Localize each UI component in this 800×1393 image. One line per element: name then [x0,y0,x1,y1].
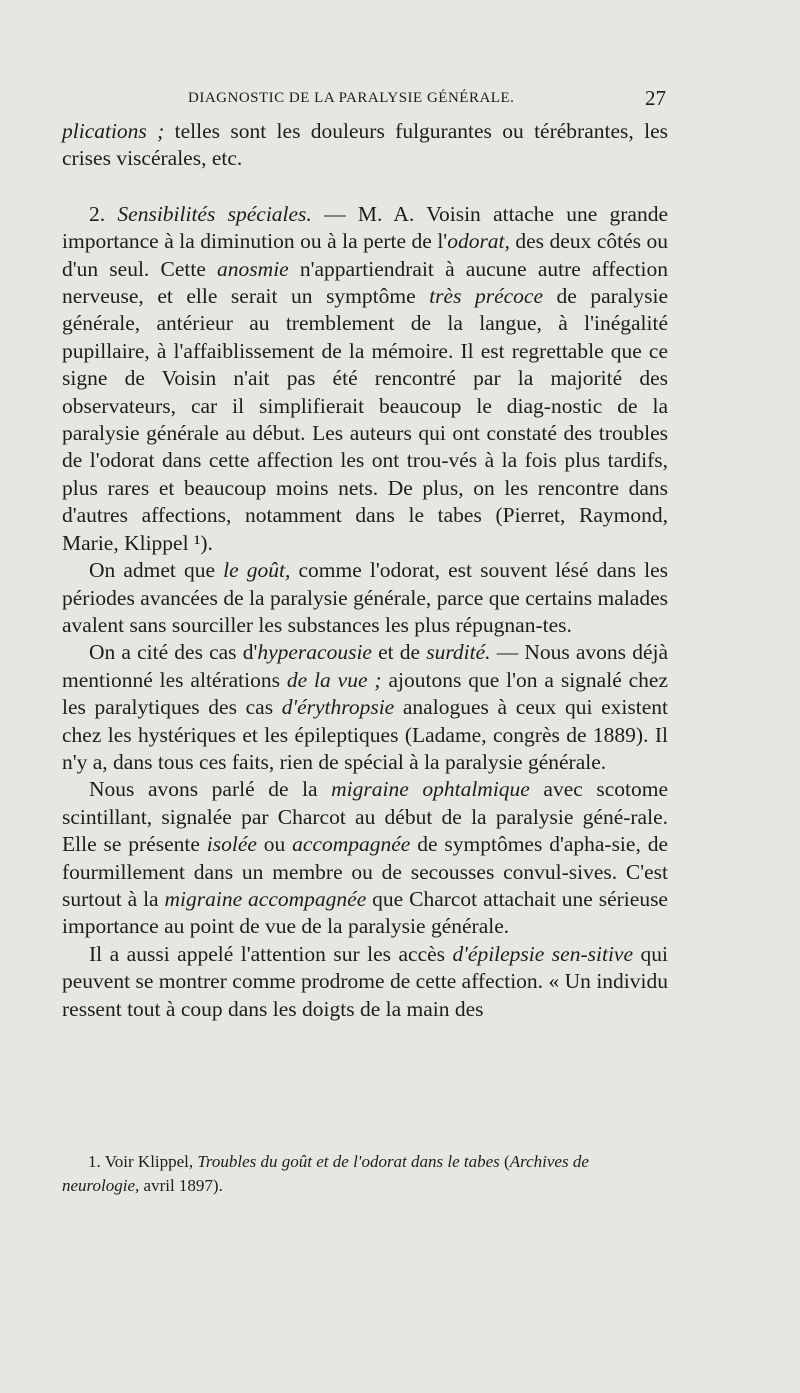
p5-italic-accompagnee: accompagnée [292,832,411,857]
p5-text: avec scotome scintillant, signalée par Charcot au début de la paralysie géné-rale. Elle se présente [62,777,668,857]
p5-text: de symptômes d'apha-sie, de fourmillement dans un membre ou de secousses convul-sives. C'est surtout à la [62,832,668,911]
p6-text: qui peuvent se montrer comme prodrome de cette affection. « Un individu ressent tout à coup dans les doigts de la main des [62,941,668,1021]
footnote-1 [62,1150,668,1198]
p3-text: comme l'odorat, est souvent lésé dans les périodes avancées de la paralysie générale, parce que certains malades avalent sans sourciller les substances les plus répugnan-tes. [62,558,668,637]
p2-text: n'appartiendrait à aucune autre affection nerveuse, et elle serait un symptôme [62,256,669,309]
footnote-text: avril 1897). [139,1176,223,1195]
p2-italic-precoce: très précoce [429,284,544,309]
paragraph-1 [62,118,668,173]
paragraph-5 [62,776,668,940]
p5-italic-migraine-accompagnee: migraine accompagnée [164,886,367,911]
p2-text: des deux côtés ou d'un seul. Cette [62,229,668,281]
footnote-text: 1. Voir Klippel, [88,1152,198,1171]
p4-italic-hyperacousie: hyperacousie [257,640,372,665]
p2-section-title: Sensibilités spéciales. [117,201,312,226]
p2-italic-odorat: odorat, [447,229,510,254]
p5-italic-isolee: isolée [206,832,257,857]
page-header [60,88,670,116]
paragraph-4 [62,639,668,776]
footnote [62,1150,668,1198]
p5-text: ou [256,832,293,857]
p3-italic-gout: le goût, [223,558,291,583]
footnote-italic-journal: Archives de neurologie, [62,1152,589,1195]
p4-text: ajoutons que l'on a signalé chez les paralytiques des cas [62,667,669,720]
p1-text: telles sont les douleurs fulgurantes ou térébrantes, les crises viscérales, etc. [62,119,668,171]
footnote-italic-title: Troubles du goût et de l'odorat dans le tabes [197,1152,500,1171]
p2-text: de paralysie générale, antérieur au tremblement de la langue, à l'inégalité pupillaire, à l'affaiblissement de la mémoire. Il est regrettable que ce signe de Voisin n'ait pas été rencontré par la majorité des observateurs, car il simplifierait beaucoup le diag-nostic de la paralysie générale au début. Les auteurs qui ont constaté des troubles de l'odorat dans cette affection les ont trou-vés à la fois plus tardifs, plus rares et beaucoup moins nets. De plus, on les rencontre dans d'autres affections, notamment dans le tabes (Pierret, Raymond, Marie, Klippel ¹). [62,284,668,555]
p4-italic-surdite: surdité. [426,640,491,665]
p5-italic-migraine: migraine ophtalmique [331,777,530,802]
paragraph-2 [62,201,668,557]
p4-text: et de [371,640,427,665]
paragraph-3 [62,557,668,639]
p1-italic: plications ; [62,119,165,143]
p4-text: — Nous avons déjà mentionné les altérations [62,640,668,692]
p2-text: — M. A. Voisin attache une grande importance à la diminution ou à la perte de l' [62,201,669,254]
p4-text: On a cité des cas d' [89,640,258,665]
p5-text: que Charcot attachait une sérieuse importance au point de vue de la paralysie générale. [62,886,668,939]
p6-italic-epilepsie: d'épilepsie sen-sitive [452,941,634,966]
p2-italic-anosmie: anosmie [217,256,289,281]
running-title: DIAGNOSTIC DE LA PARALYSIE GÉNÉRALE. [188,90,515,106]
p3-text: On admet que [89,558,224,583]
p4-text: analogues à ceux qui existent chez les hystériques et les épileptiques (Ladame, congrès de 1889). Il n'y a, dans tous ces faits, rien de spécial à la paralysie générale. [62,695,668,774]
p5-text: Nous avons parlé de la [89,777,332,802]
footnote-text: ( [499,1152,510,1171]
body-text [62,118,668,1023]
p4-italic-erythropsie: d'érythropsie [281,695,395,720]
page-number: 27 [645,86,666,110]
p4-italic-vue: de la vue ; [286,667,382,692]
p6-text: Il a aussi appelé l'attention sur les accès [89,941,453,966]
p2-number: 2. [89,201,118,226]
paragraph-6 [62,941,668,1023]
